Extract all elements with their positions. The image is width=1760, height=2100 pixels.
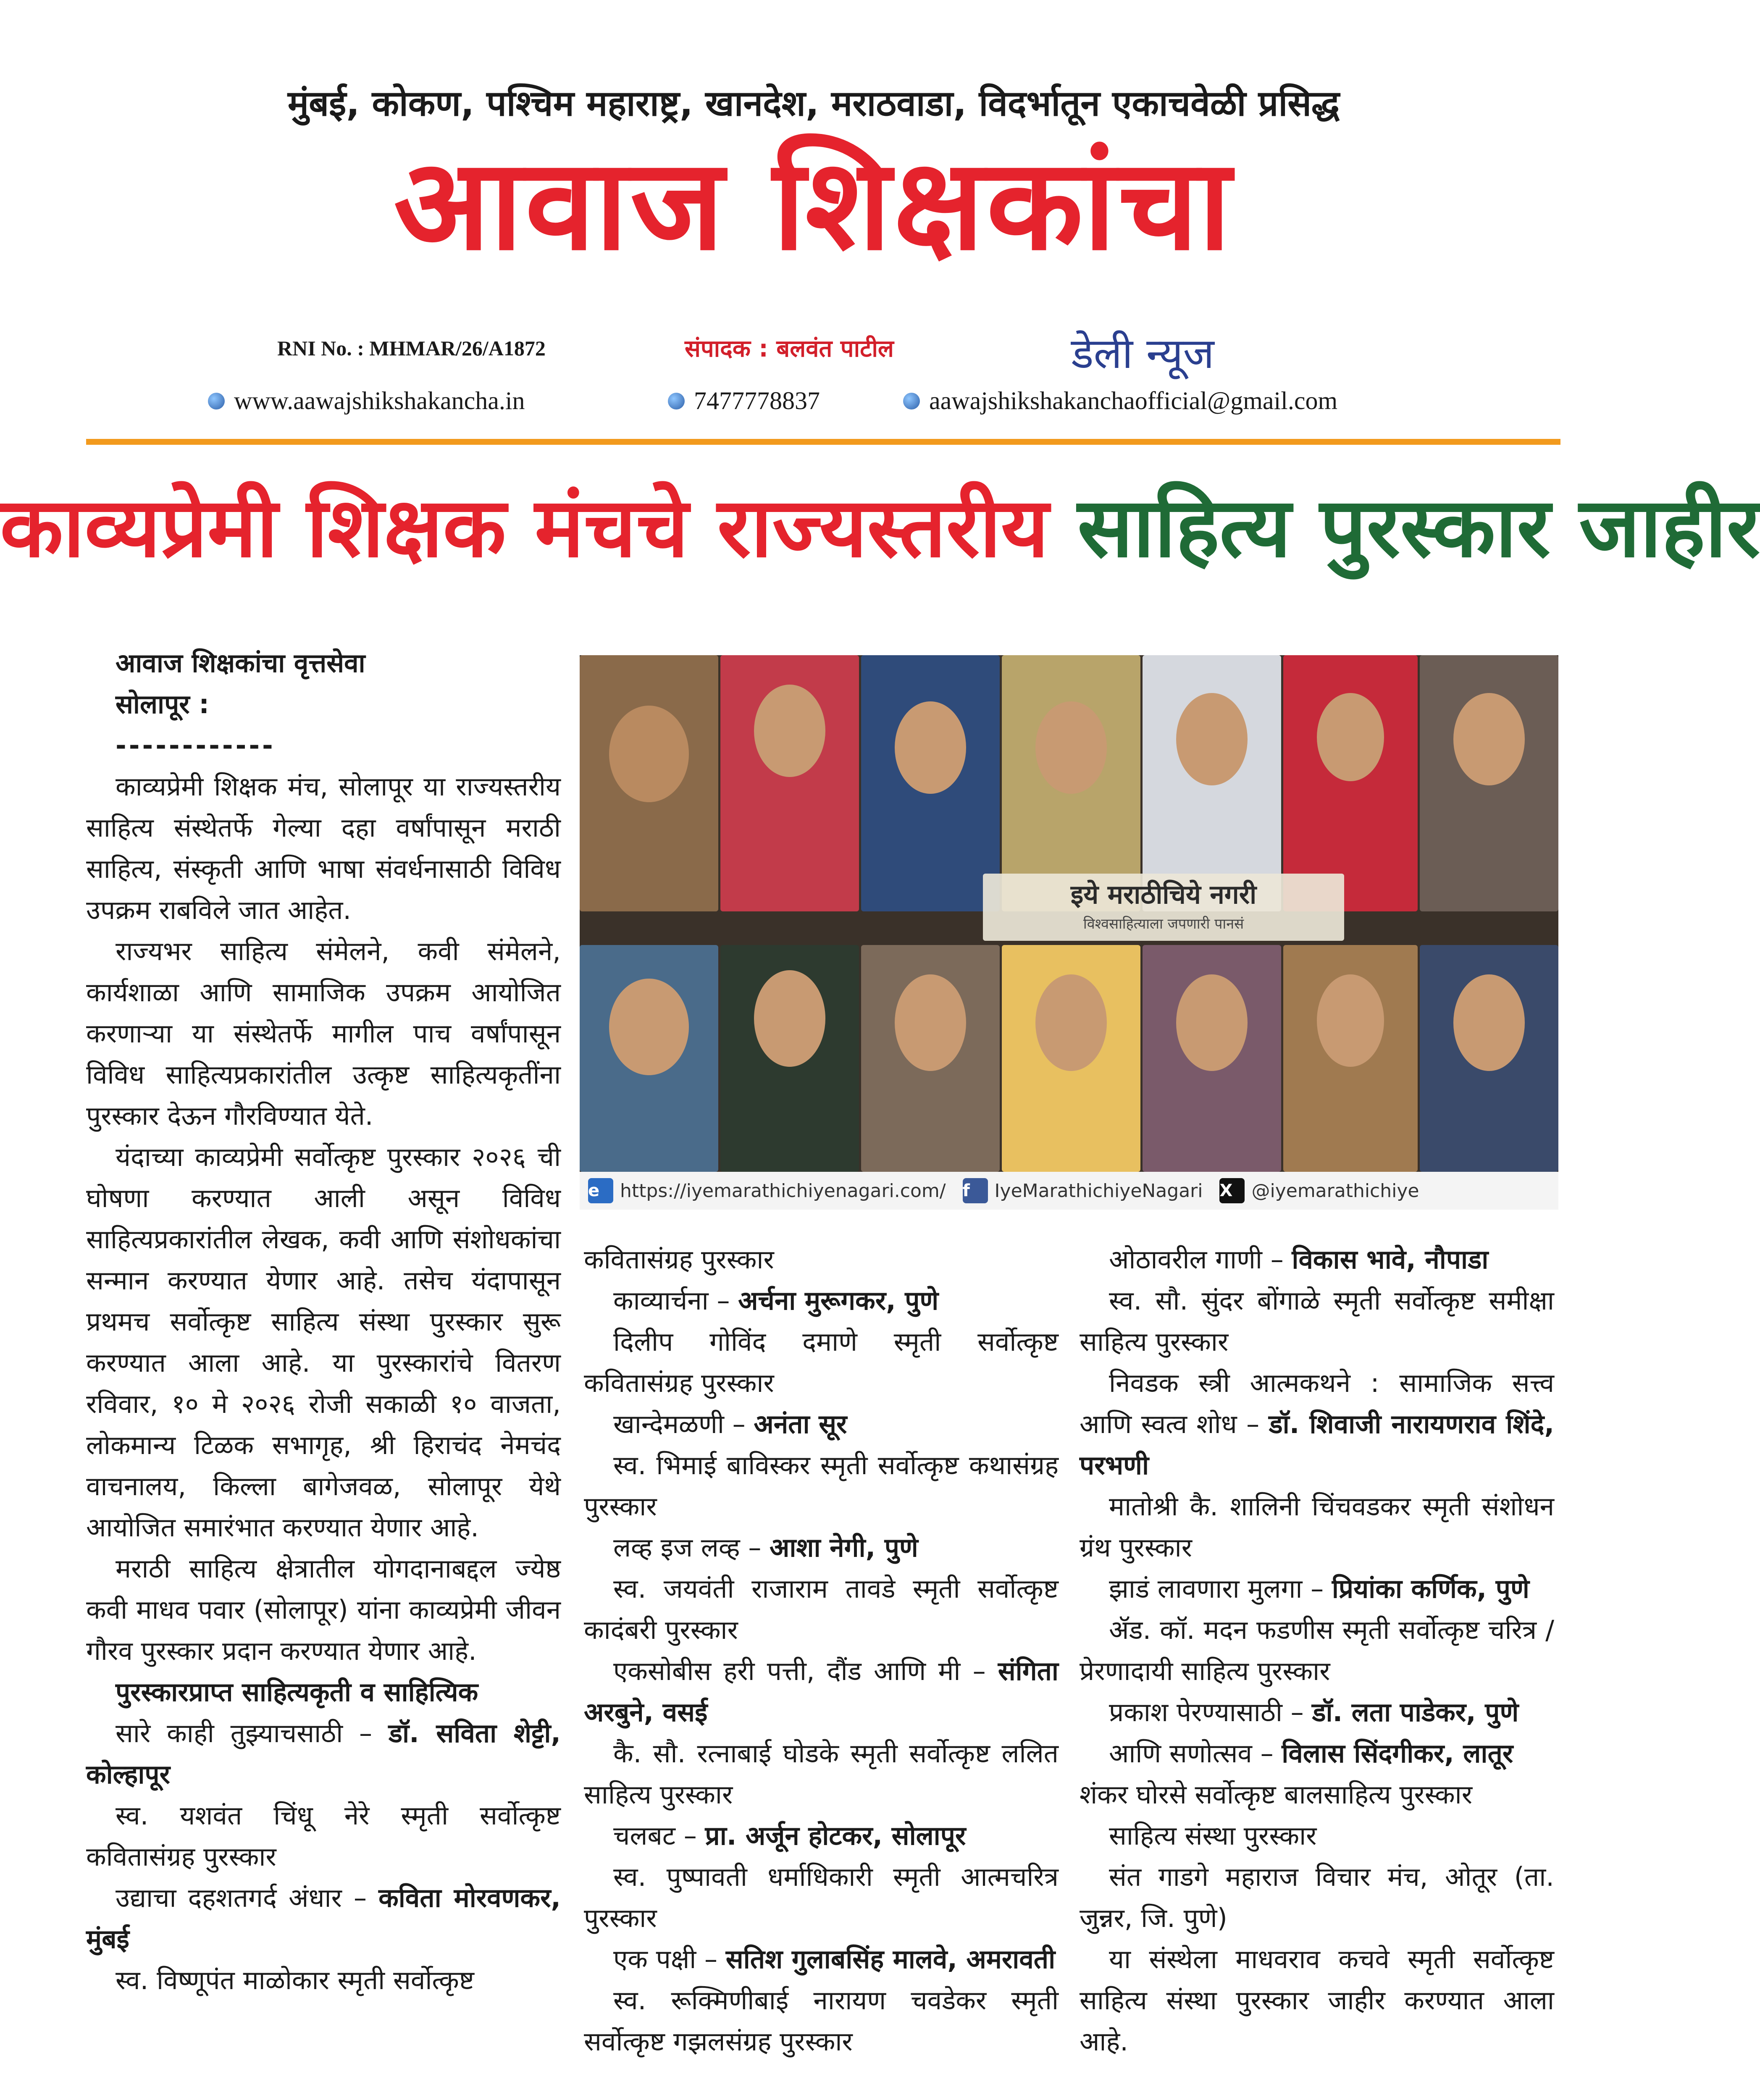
photo-brand-subtitle: विश्वसाहित्याला जपणारी पानसं [1083,916,1244,932]
award-recipient: संत गाडगे महाराज विचार मंच, ओतूर (ता. जुन्नर, जि. पुणे) [1080,1861,1554,1933]
photo-x-handle[interactable]: @iyemarathichiye [1251,1180,1419,1202]
globe-icon [208,393,225,410]
email-contact[interactable] [903,386,1337,415]
dateline-dashes: ------------ [116,730,276,761]
award-entry: निवडक स्त्री आत्मकथने : सामाजिक सत्त्व आणि स्वत्व शोध – डॉ. शिवाजी नारायणराव शिंदे, परभणी [1080,1368,1554,1480]
award-entry: एक पक्षी – सतिश गुलाबसिंह मालवे, अमरावती [613,1944,1056,1974]
dateline: सोलापूर : [116,689,210,719]
award-title: स्व. रूक्मिणीबाई नारायण चवडेकर स्मृती सर्वोत्कृष्ट गझलसंग्रह पुरस्कार [584,1985,1059,2057]
portrait-photo [1420,945,1558,1172]
portrait-photo [580,655,718,911]
award-entry: उद्याचा दहशतगर्द अंधार – कविता मोरवणकर, मुंबई [86,1882,561,1954]
photo-url[interactable]: https://iyemarathichiyenagari.com/ [620,1180,946,1202]
headline-red-part: काव्यप्रेमी शिक्षक मंचचे राज्यस्तरीय [0,480,1049,576]
article-headline [0,480,1760,576]
award-title: स्व. यशवंत चिंधू नेरे स्मृती सर्वोत्कृष्ट कवितासंग्रह पुरस्कार [86,1800,561,1872]
paragraph: यंदाच्या काव्यप्रेमी सर्वोत्कृष्ट पुरस्कार २०२६ ची घोषणा करण्यात आली असून विविध साहित्यप्रकारांतील लेखक, कवी आणि संशोधकांचा सन्मान करण्यात येणार आहे. तसेच यंदापासून प्रथमच सर्वोत्कृष्ट साहित्य संस्था पुरस्कार सुरू करण्यात आला आहे. या पुरस्कारांचे वितरण रविवार, १० मे २०२६ रोजी सकाळी १० वाजता, लोकमान्य टिळक सभागृह, श्री हिराचंद नेमचंद वाचनालय, किल्ला बागेजवळ, सोलापूर येथे आयोजित समारंभात करण्यात येणार आहे. [86,1142,561,1543]
award-title: स्व. सौ. सुंदर बोंगाळे स्मृती सर्वोत्कृष्ट समीक्षा साहित्य पुरस्कार [1080,1285,1554,1357]
article-column-2 [584,1239,1059,2062]
award-entry: लव्ह इज लव्ह – आशा नेगी, पुणे [613,1532,918,1563]
portrait-photo [1002,655,1140,911]
phone-icon [668,393,685,410]
rni-number: RNI No. : MHMAR/26/A1872 [277,336,546,360]
award-entry: एकसोबीस हरी पत्ती, दौंड आणि मी – संगिता अरबुने, वसई [584,1656,1059,1727]
award-entry: प्रकाश पेरण्यासाठी – डॉ. लता पाडेकर, पुणे [1109,1697,1519,1727]
newspaper-masthead: आवाज शिक्षकांचा [394,131,1234,278]
phone-contact[interactable] [668,386,820,415]
award-title: स्व. विष्णूपंत माळोकार स्मृती सर्वोत्कृष्ट [116,1965,474,1995]
editor-credit: संपादक : बलवंत पाटील [685,335,894,362]
header-divider [86,439,1560,445]
website-contact[interactable] [208,386,525,415]
portrait-photo [580,945,718,1172]
award-entry: ओठावरील गाणी – विकास भावे, नौपाडा [1109,1244,1489,1275]
award-entry: झाडं लावणारा मुलगा – प्रियांका कर्णिक, पुणे [1109,1573,1529,1604]
portrait-photo [720,945,859,1172]
masthead-tagline: मुंबई, कोकण, पश्चिम महाराष्ट्र, खानदेश, मराठवाडा, विदर्भातून एकाचवेळी प्रसिद्ध [287,83,1340,124]
award-title: स्व. भिमाई बाविस्कर स्मृती सर्वोत्कृष्ट कथासंग्रह पुरस्कार [584,1450,1059,1522]
portrait-photo [1283,945,1418,1172]
photo-brand-name: इये मराठीचिये नगरी [1070,879,1257,910]
award-title: मातोश्री कै. शालिनी चिंचवडकर स्मृती संशोधन ग्रंथ पुरस्कार [1080,1491,1554,1563]
photo-brand-overlay [983,874,1344,941]
award-entry: सारे काही तुझ्याचसाठी – डॉ. सविता शेट्टी, कोल्हापूर [86,1718,561,1790]
article-column-3 [1080,1239,1554,2062]
award-entry: काव्यार्चना – अर्चना मुरूगकर, पुणे [613,1285,939,1316]
website-text: www.aawajshikshakancha.in [234,387,525,415]
award-title: कै. सौ. रत्नाबाई घोडके स्मृती सर्वोत्कृष्ट ललित साहित्य पुरस्कार [584,1738,1059,1810]
portrait-photo [861,655,1000,911]
award-entry: चलबट – प्रा. अर्जून होटकर, सोलापूर [613,1820,966,1851]
awardees-photo-collage [580,655,1558,1210]
award-entry: आणि सणोत्सव – विलास सिंदगीकर, लातूर [1109,1738,1513,1769]
portrait-photo [1002,945,1140,1172]
paragraph: काव्यप्रेमी शिक्षक मंच, सोलापूर या राज्यस्तरीय साहित्य संस्थेतर्फे गेल्या दहा वर्षांपासून मराठी साहित्य, संस्कृती आणि भाषा संवर्धनासाठी विविध उपक्रम राबविले जात आहेत. [86,771,561,925]
paragraph: राज्यभर साहित्य संमेलने, कवी संमेलने, कार्यशाळा आणि सामाजिक उपक्रम आयोजित करणाऱ्या या संस्थेतर्फे मागील पाच वर्षांपासून विविध साहित्यप्रकारांतील उत्कृष्ट साहित्यकृतींना पुरस्कार देऊन गौरविण्यात येते. [86,936,561,1131]
article-column-1 [86,643,561,2001]
daily-news-label: डेली न्यूज [1071,329,1214,378]
email-text: aawajshikshakanchaofficial@gmail.com [929,387,1338,415]
photo-social-bar [580,1172,1558,1210]
paragraph: मराठी साहित्य क्षेत्रातील योगदानाबद्दल ज्येष्ठ कवी माधव पवार (सोलापूर) यांना काव्यप्रेमी जीवन गौरव पुरस्कार प्रदान करण्यात येणार आहे. [86,1553,561,1666]
award-title: स्व. जयवंती राजाराम तावडे स्मृती सर्वोत्कृष्ट कादंबरी पुरस्कार [584,1573,1059,1645]
portrait-photo [1283,655,1418,911]
headline-green-part: साहित्य पुरस्कार जाहीर [1077,480,1760,576]
news-source: आवाज शिक्षकांचा वृत्तसेवा [116,648,365,678]
browser-icon: e [588,1178,613,1203]
award-title: दिलीप गोविंद दमाणे स्मृती सर्वोत्कृष्ट कवितासंग्रह पुरस्कार [584,1326,1059,1398]
award-title: शंकर घोरसे सर्वोत्कृष्ट बालसाहित्य पुरस्कार [1080,1779,1473,1810]
portrait-photo [1143,945,1281,1172]
phone-text: 7477778837 [694,387,820,415]
paragraph: या संस्थेला माधवराव कचवे स्मृती सर्वोत्कृष्ट साहित्य संस्था पुरस्कार जाहीर करण्यात आला आहे. [1080,1944,1554,2057]
x-icon: X [1219,1178,1245,1203]
portrait-photo [720,655,859,911]
awards-subhead: पुरस्कारप्राप्त साहित्यकृती व साहित्यिक [116,1677,478,1707]
photo-facebook-handle[interactable]: IyeMarathichiyeNagari [994,1180,1203,1202]
award-title: कवितासंग्रह पुरस्कार [584,1244,774,1275]
email-icon [903,393,920,410]
award-title: साहित्य संस्था पुरस्कार [1109,1820,1317,1851]
facebook-icon: f [963,1178,988,1203]
award-title: स्व. पुष्पावती धर्माधिकारी स्मृती आत्मचरित्र पुरस्कार [584,1861,1059,1933]
award-title: ॲड. कॉ. मदन फडणीस स्मृती सर्वोत्कृष्ट चरित्र / प्रेरणादायी साहित्य पुरस्कार [1080,1614,1554,1686]
award-entry: खान्देमळणी – अनंता सूर [613,1409,847,1439]
portrait-photo [1420,655,1558,911]
portrait-photo [861,945,1000,1172]
portrait-photo [1143,655,1281,911]
